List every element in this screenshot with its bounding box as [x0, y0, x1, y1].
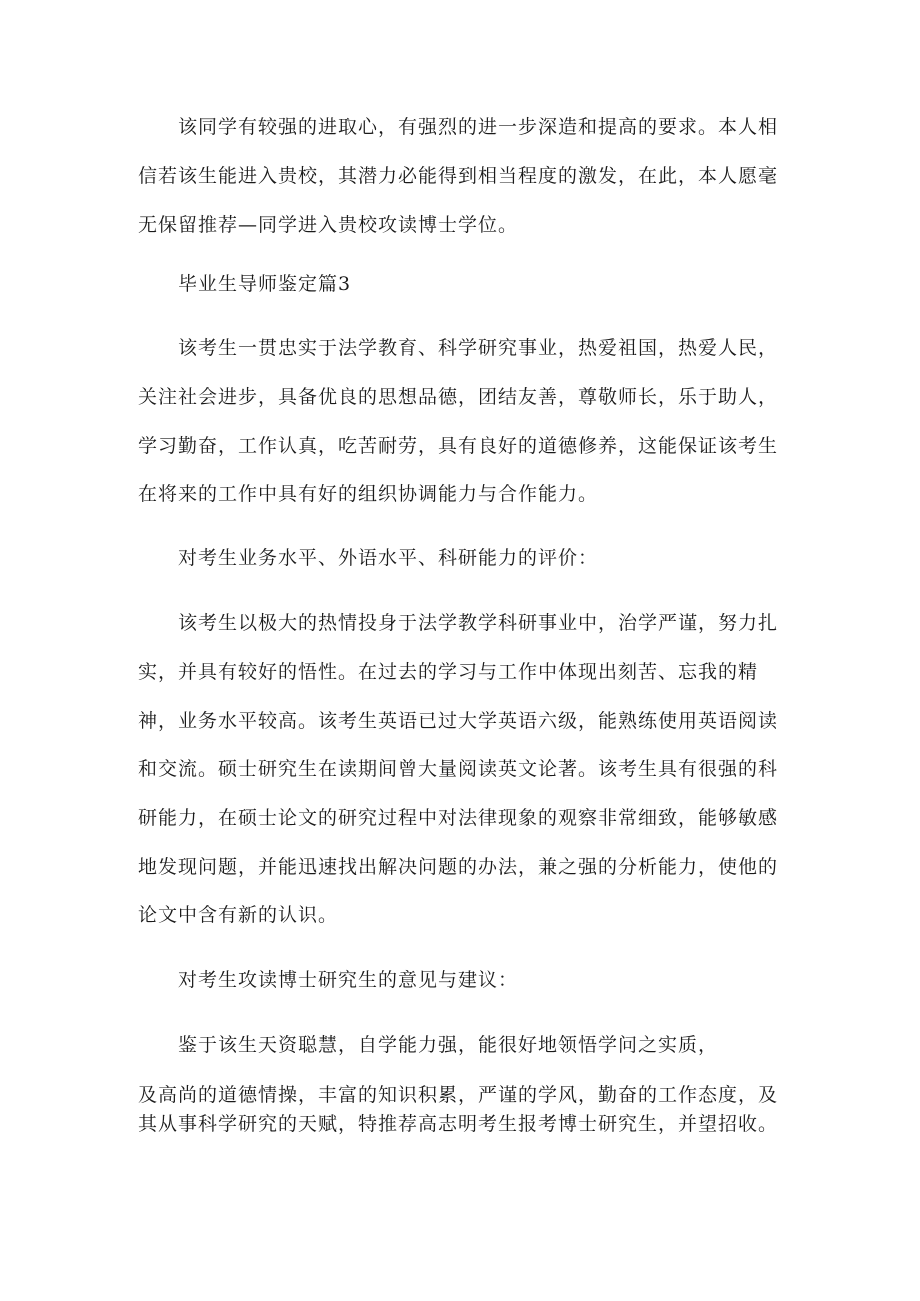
paragraph-1-line-2: 信若该生能进入贵校，其潜力必能得到相当程度的激发，在此，本人愿毫 [138, 165, 779, 187]
subheading-evaluation: 对考生业务水平、外语水平、科研能力的评价： [178, 547, 599, 569]
paragraph-2-line-1: 该考生一贯忠实于法学教育、科学研究事业，热爱祖国，热爱人民， [178, 337, 779, 359]
paragraph-3-line-4: 和交流。硕士研究生在读期间曾大量阅读英文论著。该考生具有很强的科 [138, 758, 779, 780]
paragraph-3-line-6: 地发现问题，并能迅速找出解决问题的办法，兼之强的分析能力，使他的 [138, 856, 779, 878]
paragraph-3-line-7: 论文中含有新的认识。 [138, 904, 339, 926]
paragraph-3-line-3: 神，业务水平较高。该考生英语已过大学英语六级，能熟练使用英语阅读 [138, 710, 779, 732]
paragraph-5-line-2: 其从事科学研究的天赋，特推荐高志明考生报考博士研究生，并望招收。 [138, 1113, 779, 1135]
paragraph-2-line-2: 关注社会进步，具备优良的思想品德，团结友善，尊敬师长，乐于助人， [138, 386, 779, 408]
paragraph-2-line-3: 学习勤奋，工作认真，吃苦耐劳，具有良好的道德修养，这能保证该考生 [138, 435, 779, 457]
paragraph-3-line-5: 研能力，在硕士论文的研究过程中对法律现象的观察非常细致，能够敏感 [138, 807, 779, 829]
paragraph-5-line-1: 及高尚的道德情操，丰富的知识积累，严谨的学风，勤奋的工作态度，及 [138, 1084, 779, 1106]
paragraph-1-line-3: 无保留推荐—同学进入贵校攻读博士学位。 [138, 214, 519, 236]
paragraph-4-line-1: 鉴于该生天资聪慧，自学能力强，能很好地领悟学问之实质， [178, 1034, 719, 1056]
paragraph-2-line-4: 在将来的工作中具有好的组织协调能力与合作能力。 [138, 483, 599, 505]
paragraph-3-line-2: 实，并具有较好的悟性。在过去的学习与工作中体现出刻苦、忘我的精 [138, 661, 759, 683]
paragraph-3-line-1: 该考生以极大的热情投身于法学教学科研事业中，治学严谨，努力扎 [178, 612, 779, 634]
section-heading: 毕业生导师鉴定篇3 [178, 273, 352, 295]
paragraph-1-line-1: 该同学有较强的进取心，有强烈的进一步深造和提高的要求。本人相 [178, 116, 779, 138]
subheading-recommendation: 对考生攻读博士研究生的意见与建议： [178, 969, 519, 991]
